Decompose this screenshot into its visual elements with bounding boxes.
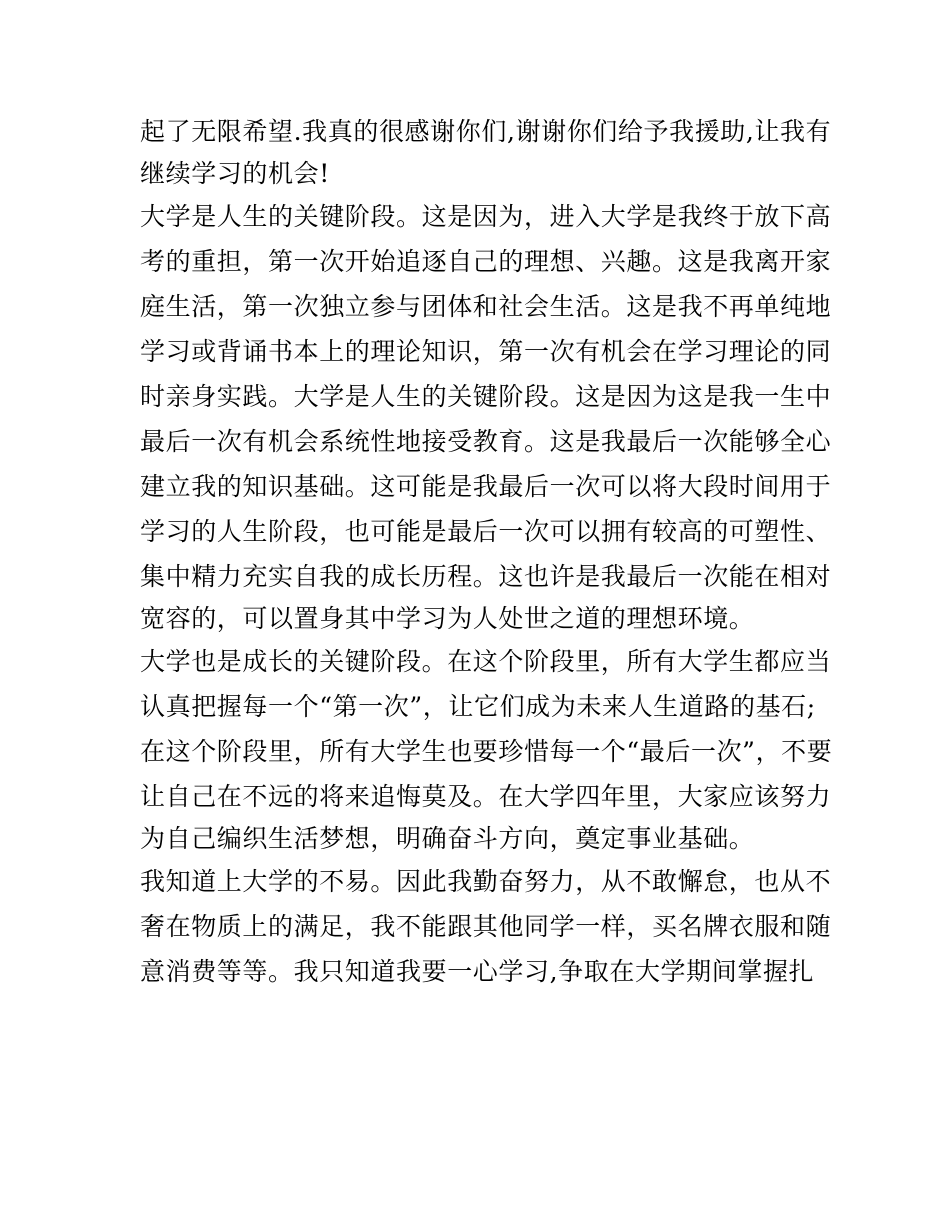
text-line: 为自己编织生活梦想，明确奋斗方向，奠定事业基础。 (140, 824, 755, 853)
text-line: 意消费等等。我只知道我要一心学习,争取在大学期间掌握扎 (140, 957, 815, 986)
text-line: 建立我的知识基础。这可能是我最后一次可以将大段时间用于 (140, 472, 832, 501)
text-line: 大学也是成长的关键阶段。在这个阶段里，所有大学生都应当 (140, 647, 832, 676)
text-line: 学习的人生阶段，也可能是最后一次可以拥有较高的可塑性、 (140, 517, 832, 546)
text-line: 起了无限希望.我真的很感谢你们,谢谢你们给予我援助,让我有 (140, 117, 832, 146)
text-line: 继续学习的机会! (140, 159, 330, 188)
text-line: 奢在物质上的满足，我不能跟其他同学一样，买名牌衣服和随 (140, 912, 832, 941)
text-line: 宽容的，可以置身其中学习为人处世之道的理想环境。 (140, 604, 755, 633)
text-line: 时亲身实践。大学是人生的关键阶段。这是因为这是我一生中 (140, 382, 832, 411)
text-line: 我知道上大学的不易。因此我勤奋努力，从不敢懈怠，也从不 (140, 867, 832, 896)
text-line: 让自己在不远的将来追悔莫及。在大学四年里，大家应该努力 (140, 782, 832, 811)
text-line: 认真把握每一个“第一次”，让它们成为未来人生道路的基石; (140, 692, 816, 721)
text-line: 在这个阶段里，所有大学生也要珍惜每一个“最后一次”，不要 (140, 737, 833, 766)
text-line: 学习或背诵书本上的理论知识，第一次有机会在学习理论的同 (140, 337, 832, 366)
text-line: 庭生活，第一次独立参与团体和社会生活。这是我不再单纯地 (140, 292, 832, 321)
text-line: 大学是人生的关键阶段。这是因为，进入大学是我终于放下高 (140, 202, 832, 231)
text-line: 考的重担，第一次开始追逐自己的理想、兴趣。这是我离开家 (140, 247, 832, 276)
text-line: 最后一次有机会系统性地接受教育。这是我最后一次能够全心 (140, 427, 832, 456)
text-line: 集中精力充实自我的成长历程。这也许是我最后一次能在相对 (140, 562, 832, 591)
body-text (140, 109, 833, 994)
